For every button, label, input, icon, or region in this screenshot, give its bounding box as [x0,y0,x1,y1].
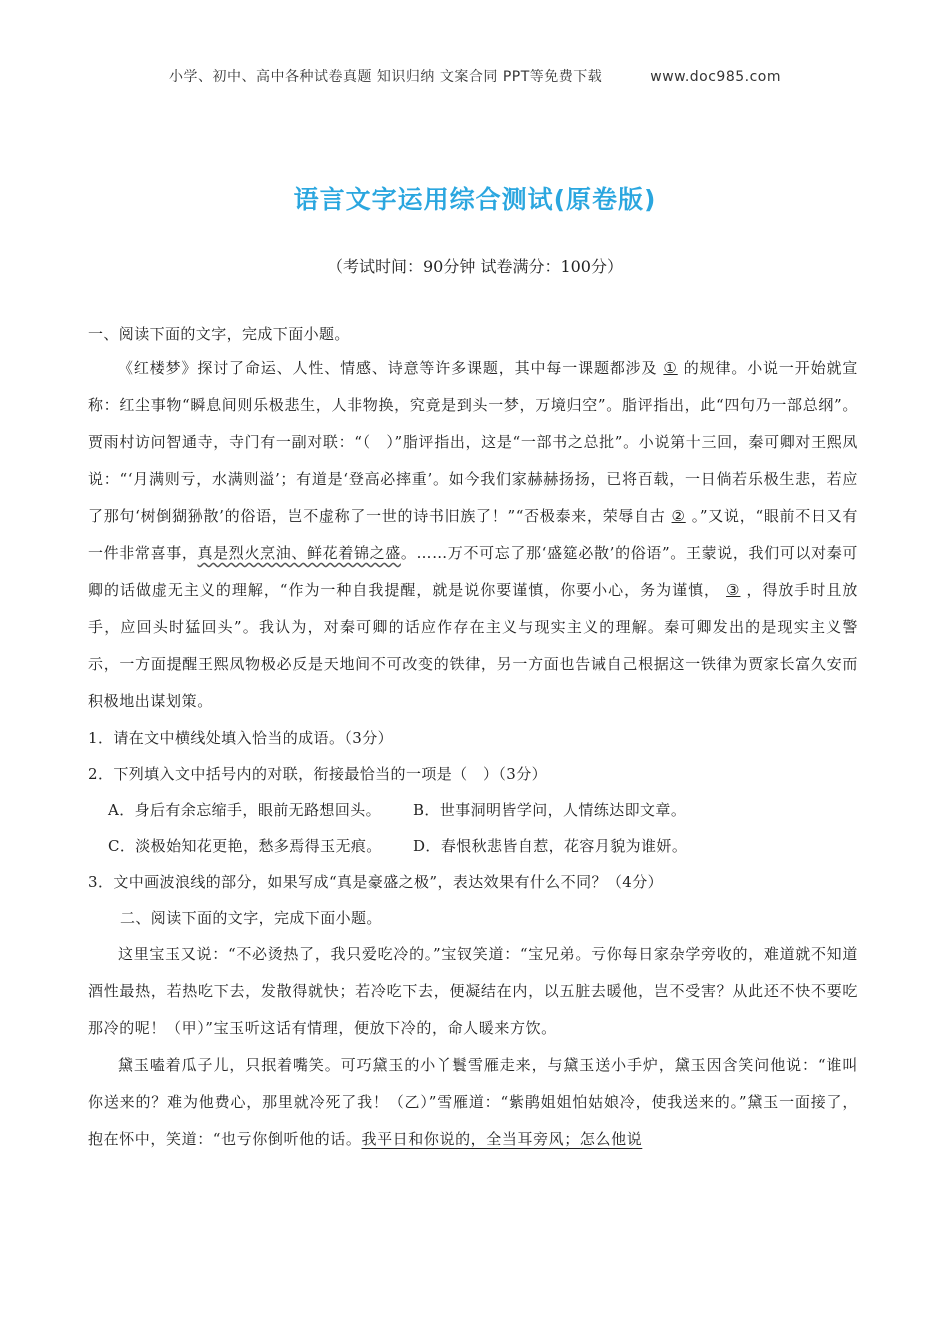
passage-text-b: 的规律。小说一开始就宣称：红尘事物“瞬息间则乐极悲生，人非物换，究竟是到头一梦，万境归空”。脂评指出，此“四句乃一部总纲”。贾雨村访问智通寺，寺门有一副对联：“（ ）”脂评指出，这是“一部书之总批”。小说第十三回，秦可卿对王熙凤说：“‘月满则亏，水满则溢’；有道是‘登高必摔重’。如今我们家赫赫扬扬，已将百载，一日倘若乐极生悲，若应了那句‘树倒猢狲散’的俗语，岂不虚称了一世的诗书旧族了！”“否极泰来，荣辱自古 [88,359,858,525]
passage-text-d: 。……万不可忘了那‘盛筵必散’的俗语”。王蒙说，我们可以对秦可卿的话做虚无主义的理解，“作为一种自我提醒，就是说你要谨慎，你要小心，务为谨慎， [88,544,858,599]
option-c: C．淡极始知花更艳，愁多焉得玉无痕。 [108,837,382,855]
section1-heading: 一、阅读下面的文字，完成下面小题。 [88,325,350,343]
header-site-link[interactable]: www.doc985.com [650,69,782,85]
blank-1: ① [663,359,678,377]
header-text: 小学、初中、高中各种试卷真题 知识归纳 文案合同 PPT等免费下载 [168,69,603,85]
page-header [0,66,950,86]
question-1: 1．请在文中横线处填入恰当的成语。（3分） [88,729,393,747]
question-2: 2．下列填入文中括号内的对联，衔接最恰当的一项是（ ）（3分） [88,765,547,783]
paragraph-2-text: 黛玉嗑着瓜子儿，只抿着嘴笑。可巧黛玉的小丫鬟雪雁走来，与黛玉送小手炉，黛玉因含笑问他说：“谁叫你送来的？难为他费心，那里就冷死了我！（乙）”雪雁道：“紫鹃姐姐怕姑娘冷，使我送来的。”黛玉一面接了，抱在怀中，笑道：“也亏你倒听他的话。 [88,1056,858,1148]
blank-2: ② [671,507,686,525]
option-a: A．身后有余忘缩手，眼前无路想回头。 [108,801,382,819]
document-body [88,318,858,1158]
blank-3: ③ [726,581,741,599]
passage-text-a: 《红楼梦》探讨了命运、人性、情感、诗意等许多课题，其中每一课题都涉及 [118,359,658,377]
section1-passage [88,350,858,720]
document-title: 语言文字运用综合测试(原卷版) [293,185,657,214]
section2-paragraph-1: 这里宝玉又说：“不必烫热了，我只爱吃冷的。”宝钗笑道：“宝兄弟。亏你每日家杂学旁收的，难道就不知道酒性最热，若热吃下去，发散得就快；若冷吃下去，便凝结在内，以五脏去暖他，岂不受害？从此还不快不要吃那冷的呢！（甲）”宝玉听这话有情理，便放下冷的，命人暖来方饮。 [88,945,858,1037]
section2-paragraph-2 [88,1047,858,1158]
options-row-2 [88,828,858,864]
option-b: B．世事洞明皆学问，人情练达即文章。 [413,801,687,819]
passage-text-e: ，得放手时且放手，应回头时猛回头”。我认为，对秦可卿的话应作存在主义与现实主义的理解。秦可卿发出的是现实主义警示，一方面提醒王熙凤物极必反是天地间不可改变的铁律，另一方面也告诫自己根据这一铁律为贾家长富久安而积极地出谋划策。 [88,581,858,710]
option-d: D．春恨秋悲皆自惹，花容月貌为谁妍。 [413,837,688,855]
section2-heading: 二、阅读下面的文字，完成下面小题。 [120,909,382,927]
passage-text-c: 。”又说，“眼前不日又有一件非常喜事， [88,507,858,562]
exam-info: （考试时间：90分钟 试卷满分：100分） [327,257,623,276]
wavy-underlined-phrase: 真是烈火烹油、鲜花着锦之盛 [197,544,401,562]
underlined-sentence: 我平日和你说的，全当耳旁风；怎么他说 [361,1130,643,1148]
options-row-1 [88,792,858,828]
question-3: 3．文中画波浪线的部分，如果写成“真是豪盛之极”，表达效果有什么不同？（4分） [88,873,664,891]
